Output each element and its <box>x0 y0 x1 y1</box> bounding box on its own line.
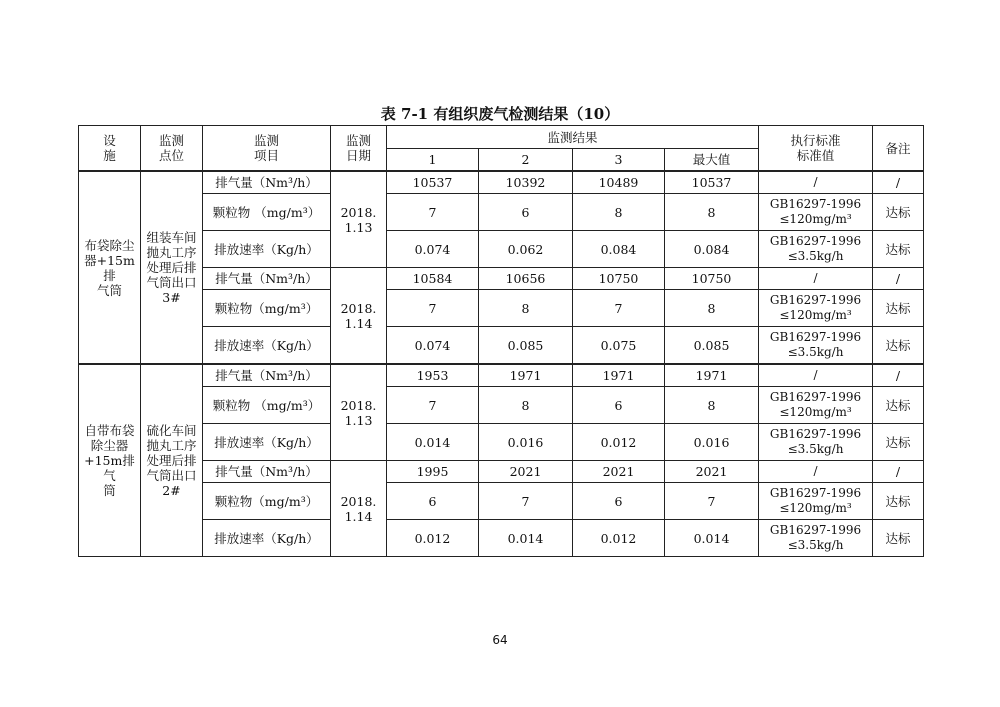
facility-cell: 布袋除尘 器+15m排 气筒 <box>79 171 141 364</box>
value-cell: 0.075 <box>573 327 665 365</box>
standard-cell: GB16297-1996 ≤120mg/m³ <box>759 194 873 231</box>
value-cell: 0.084 <box>573 231 665 268</box>
remark-cell: / <box>873 268 924 290</box>
value-cell: 7 <box>387 387 479 424</box>
value-cell: 2021 <box>479 461 573 483</box>
value-cell: 8 <box>479 290 573 327</box>
item-cell: 排放速率（Kg/h） <box>203 327 331 365</box>
value-cell: 0.012 <box>573 520 665 557</box>
max-cell: 0.014 <box>665 520 759 557</box>
value-cell: 6 <box>573 387 665 424</box>
value-cell: 1953 <box>387 364 479 387</box>
header-standard: 执行标准 标准值 <box>759 126 873 172</box>
max-cell: 0.084 <box>665 231 759 268</box>
remark-cell: 达标 <box>873 424 924 461</box>
standard-cell: / <box>759 364 873 387</box>
remark-cell: 达标 <box>873 231 924 268</box>
item-cell: 排放速率（Kg/h） <box>203 520 331 557</box>
value-cell: 8 <box>479 387 573 424</box>
value-cell: 6 <box>479 194 573 231</box>
remark-cell: 达标 <box>873 327 924 365</box>
item-cell: 排放速率（Kg/h） <box>203 424 331 461</box>
remark-cell: / <box>873 171 924 194</box>
value-cell: 0.016 <box>479 424 573 461</box>
value-cell: 7 <box>387 290 479 327</box>
value-cell: 6 <box>573 483 665 520</box>
max-cell: 0.085 <box>665 327 759 365</box>
remark-cell: 达标 <box>873 290 924 327</box>
standard-cell: / <box>759 171 873 194</box>
remark-cell: 达标 <box>873 483 924 520</box>
value-cell: 7 <box>479 483 573 520</box>
max-cell: 8 <box>665 387 759 424</box>
value-cell: 0.014 <box>479 520 573 557</box>
value-cell: 10489 <box>573 171 665 194</box>
value-cell: 8 <box>573 194 665 231</box>
value-cell: 10584 <box>387 268 479 290</box>
header-result-2: 2 <box>479 149 573 172</box>
item-cell: 排气量（Nm³/h） <box>203 461 331 483</box>
facility-cell: 自带布袋 除尘器 +15m排气 筒 <box>79 364 141 557</box>
header-remark: 备注 <box>873 126 924 172</box>
header-item: 监测 项目 <box>203 126 331 172</box>
standard-cell: GB16297-1996 ≤3.5kg/h <box>759 520 873 557</box>
value-cell: 10750 <box>573 268 665 290</box>
standard-cell: GB16297-1996 ≤3.5kg/h <box>759 231 873 268</box>
value-cell: 1971 <box>479 364 573 387</box>
standard-cell: GB16297-1996 ≤120mg/m³ <box>759 483 873 520</box>
point-cell: 硫化车间 抛丸工序 处理后排 气筒出口 2# <box>141 364 203 557</box>
date-cell: 2018. 1.13 <box>331 171 387 268</box>
value-cell: 10392 <box>479 171 573 194</box>
table-title: 表 7-1 有组织废气检测结果（10） <box>380 105 620 123</box>
value-cell: 7 <box>387 194 479 231</box>
standard-cell: GB16297-1996 ≤3.5kg/h <box>759 327 873 365</box>
remark-cell: 达标 <box>873 520 924 557</box>
page-number: 64 <box>492 633 508 647</box>
item-cell: 颗粒物（mg/m³） <box>203 290 331 327</box>
max-cell: 0.016 <box>665 424 759 461</box>
standard-cell: GB16297-1996 ≤120mg/m³ <box>759 387 873 424</box>
value-cell: 0.085 <box>479 327 573 365</box>
standard-cell: / <box>759 461 873 483</box>
value-cell: 10656 <box>479 268 573 290</box>
header-point: 监测 点位 <box>141 126 203 172</box>
value-cell: 0.074 <box>387 231 479 268</box>
value-cell: 0.062 <box>479 231 573 268</box>
item-cell: 排气量（Nm³/h） <box>203 364 331 387</box>
max-cell: 8 <box>665 194 759 231</box>
value-cell: 0.074 <box>387 327 479 365</box>
remark-cell: / <box>873 364 924 387</box>
item-cell: 颗粒物（mg/m³） <box>203 483 331 520</box>
remark-cell: 达标 <box>873 387 924 424</box>
date-cell: 2018. 1.14 <box>331 461 387 557</box>
value-cell: 6 <box>387 483 479 520</box>
standard-cell: GB16297-1996 ≤120mg/m³ <box>759 290 873 327</box>
value-cell: 2021 <box>573 461 665 483</box>
header-results: 监测结果 <box>387 126 759 149</box>
item-cell: 颗粒物 （mg/m³） <box>203 387 331 424</box>
remark-cell: 达标 <box>873 194 924 231</box>
remark-cell: / <box>873 461 924 483</box>
max-cell: 1971 <box>665 364 759 387</box>
value-cell: 7 <box>573 290 665 327</box>
max-cell: 10537 <box>665 171 759 194</box>
item-cell: 排放速率（Kg/h） <box>203 231 331 268</box>
value-cell: 0.012 <box>573 424 665 461</box>
item-cell: 排气量（Nm³/h） <box>203 171 331 194</box>
standard-cell: / <box>759 268 873 290</box>
item-cell: 排气量（Nm³/h） <box>203 268 331 290</box>
header-result-1: 1 <box>387 149 479 172</box>
results-table <box>78 125 924 557</box>
header-date: 监测 日期 <box>331 126 387 172</box>
max-cell: 7 <box>665 483 759 520</box>
value-cell: 1971 <box>573 364 665 387</box>
date-cell: 2018. 1.13 <box>331 364 387 461</box>
max-cell: 2021 <box>665 461 759 483</box>
max-cell: 8 <box>665 290 759 327</box>
value-cell: 0.012 <box>387 520 479 557</box>
item-cell: 颗粒物 （mg/m³） <box>203 194 331 231</box>
max-cell: 10750 <box>665 268 759 290</box>
header-result-3: 3 <box>573 149 665 172</box>
header-max: 最大值 <box>665 149 759 172</box>
date-cell: 2018. 1.14 <box>331 268 387 365</box>
value-cell: 1995 <box>387 461 479 483</box>
header-facility: 设 施 <box>79 126 141 172</box>
value-cell: 10537 <box>387 171 479 194</box>
standard-cell: GB16297-1996 ≤3.5kg/h <box>759 424 873 461</box>
value-cell: 0.014 <box>387 424 479 461</box>
point-cell: 组装车间 抛丸工序 处理后排 气筒出口 3# <box>141 171 203 364</box>
